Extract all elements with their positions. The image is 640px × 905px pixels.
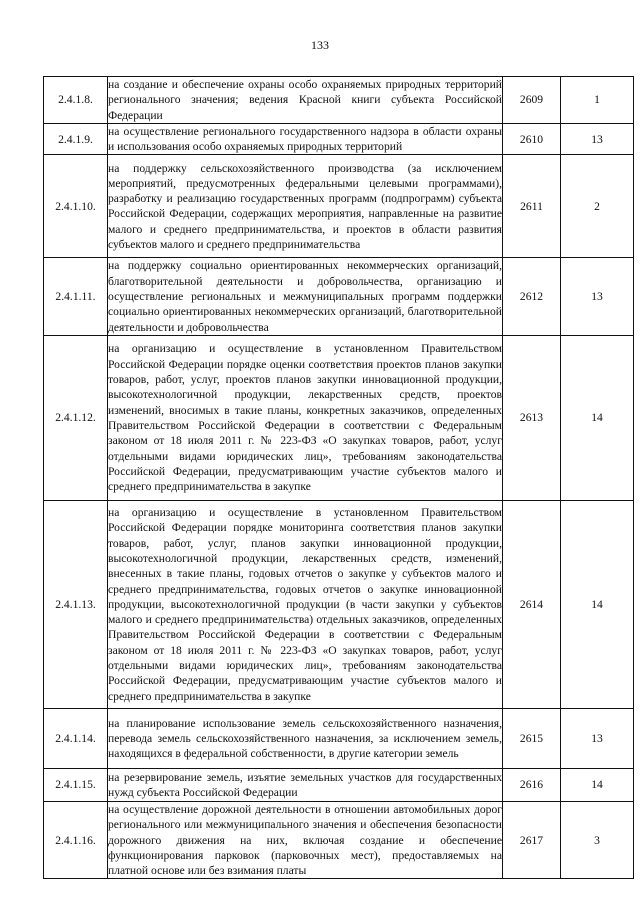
row-description-text: на осуществление регионального государственного надзора в области охраны и использования особо охраняемых природных территорий	[108, 124, 502, 154]
row-number: 2616	[503, 768, 561, 801]
row-description	[108, 708, 503, 768]
row-number: 2613	[503, 335, 561, 500]
row-number: 2611	[503, 155, 561, 258]
registry-table	[43, 76, 634, 879]
row-code: 2.4.1.16.	[44, 801, 108, 878]
row-description	[108, 768, 503, 801]
row-count: 14	[561, 500, 634, 708]
row-code: 2.4.1.10.	[44, 155, 108, 258]
table-row	[44, 500, 634, 708]
row-description	[108, 801, 503, 878]
row-description	[108, 123, 503, 155]
row-description-text: на поддержку сельскохозяйственного производства (за исключением мероприятий, предусмотренных федеральными целевыми программами), разработку и реализацию государственных программ (подпрограмм) субъекта Российской Федерации, содержащих мероприятия, направленные на развитие малого и среднего предпринимательства, и проектов в области развития субъектов малого и среднего предпринимательства	[108, 161, 502, 252]
row-count: 3	[561, 801, 634, 878]
row-description-text: на планирование использование земель сельскохозяйственного назначения, перевода земель сельскохозяйственного назначения, за исключением земель, находящихся в федеральной собственности, в другие категории земель	[108, 716, 502, 761]
row-count: 1	[561, 77, 634, 124]
page-number: 133	[311, 38, 329, 52]
row-code: 2.4.1.15.	[44, 768, 108, 801]
row-description	[108, 258, 503, 335]
row-number: 2615	[503, 708, 561, 768]
row-code: 2.4.1.8.	[44, 77, 108, 124]
row-description-text: на организацию и осуществление в установленном Правительством Российской Федерации порядке оценки соответствия проектов планов закупки товаров, работ, услуг, проектов планов закупки инновационной продукции, высокотехнологичной продукции, лекарственных средств, проектов изменений, вносимых в такие планы, конкретных заказчиков, определенных Правительством Российской Федерации в соответствии с Федеральным законом от 18 июля 2011 г. № 223-ФЗ «О закупках товаров, работ, услуг отдельными видами юридических лиц», требованиям законодательства Российской Федерации, предусматривающим участие субъектов малого и среднего предпринимательства в закупке	[108, 342, 502, 494]
row-code: 2.4.1.14.	[44, 708, 108, 768]
row-description-text: на резервирование земель, изъятие земельных участков для государственных нужд субъекта Российской Федерации	[108, 770, 502, 799]
row-description-text: на осуществление дорожной деятельности в отношении автомобильных дорог регионального или межмуниципального значения и обеспечения безопасности дорожного движения на них, включая создание и обеспечение функционирования парковок (парковочных мест), предоставляемых на платной основе или без взимания платы	[108, 802, 502, 878]
row-description-text: на создание и обеспечение охраны особо охраняемых природных территорий регионального значения; ведения Красной книги субъекта Российской Федерации	[108, 78, 502, 122]
table-row	[44, 768, 634, 801]
table-row	[44, 335, 634, 500]
row-count: 13	[561, 123, 634, 155]
row-code: 2.4.1.9.	[44, 123, 108, 155]
row-count: 13	[561, 708, 634, 768]
table-row	[44, 123, 634, 155]
row-description-text: на поддержку социально ориентированных некоммерческих организаций, благотворительной деятельности и добровольчества, организацию и осуществление региональных и межмуниципальных программ поддержки социально ориентированных некоммерческих организаций, благотворительной деятельности и добровольчества	[108, 259, 502, 334]
row-number: 2612	[503, 258, 561, 335]
row-count: 14	[561, 335, 634, 500]
row-number: 2610	[503, 123, 561, 155]
table-row	[44, 801, 634, 878]
row-description	[108, 77, 503, 124]
row-description	[108, 500, 503, 708]
row-number: 2614	[503, 500, 561, 708]
row-count: 14	[561, 768, 634, 801]
row-description-text: на организацию и осуществление в установленном Правительством Российской Федерации порядке мониторинга соответствия планов закупки товаров, работ, услуг, планов закупки инновационной продукции, высокотехнологичной продукции, лекарственных средств, изменений, внесенных в такие планы, годовых отчетов о закупке у субъектов малого и среднего предпринимательства, годовых отчетов о закупке инновационной продукции, высокотехнологичной продукции (в части закупки у субъектов малого и среднего предпринимательства) отдельных заказчиков, определенных Правительством Российской Федерации в соответствии с Федеральным законом от 18 июля 2011 г. № 223-ФЗ «О закупках товаров, работ, услуг отдельными видами юридических лиц», требованиям законодательства Российской Федерации, предусматривающим участие субъектов малого и среднего предпринимательства в закупке	[108, 506, 502, 703]
row-description	[108, 335, 503, 500]
row-code: 2.4.1.11.	[44, 258, 108, 335]
row-count: 2	[561, 155, 634, 258]
row-code: 2.4.1.13.	[44, 500, 108, 708]
row-code: 2.4.1.12.	[44, 335, 108, 500]
row-number: 2609	[503, 77, 561, 124]
table-row	[44, 708, 634, 768]
row-description	[108, 155, 503, 258]
row-number: 2617	[503, 801, 561, 878]
row-count: 13	[561, 258, 634, 335]
table-row	[44, 258, 634, 335]
table-row	[44, 77, 634, 124]
table-row	[44, 155, 634, 258]
